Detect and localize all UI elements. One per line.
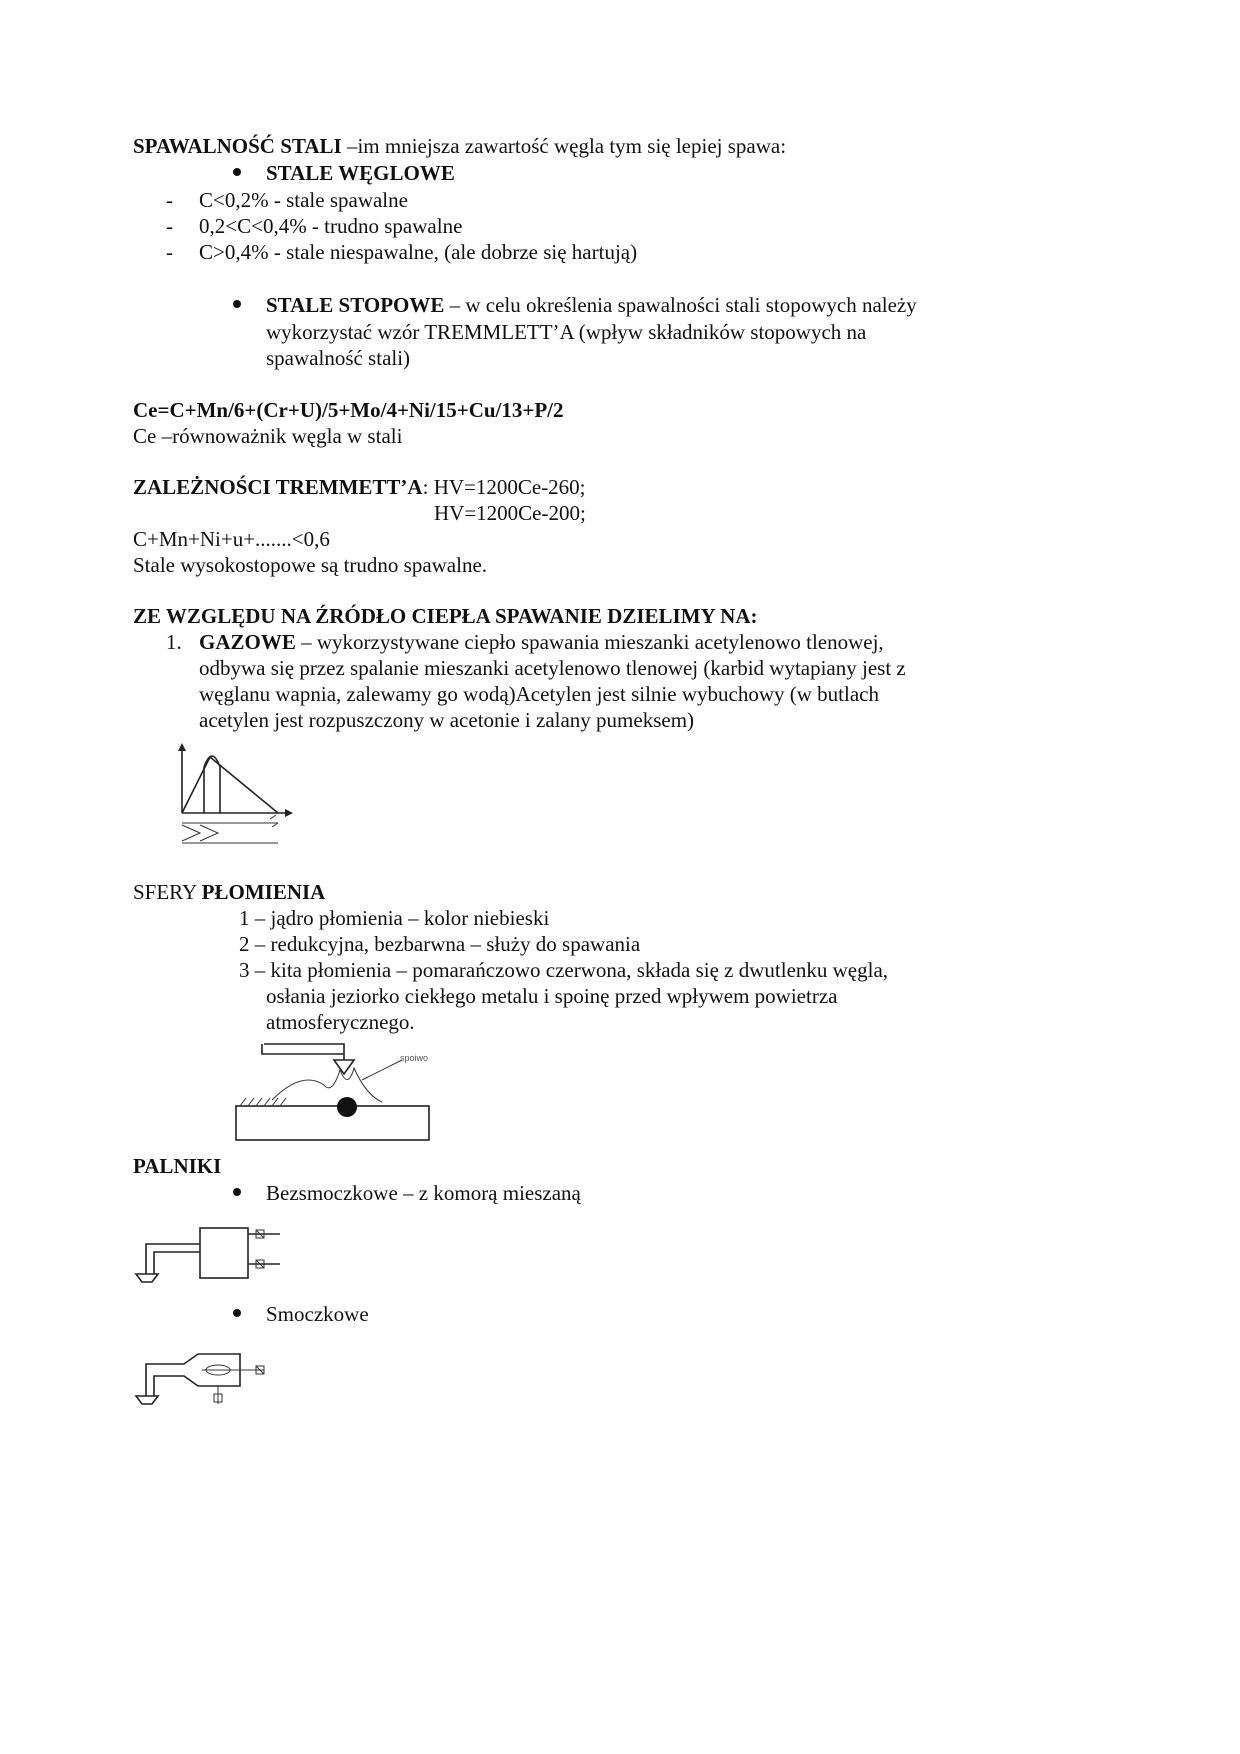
list-item: 0,2<C<0,4% - trudno spawalne [199, 214, 463, 238]
bullet-torch-type [233, 1309, 241, 1317]
nozzle-torch-diagram [132, 1346, 272, 1408]
tremmett-eq2: HV=1200Ce-200; [434, 501, 586, 525]
list-item: C<0,2% - stale spawalne [199, 188, 408, 212]
list-item: 3 – kita płomienia – pomarańczowo czerwona, składa się z dwutlenku węgla, [239, 958, 889, 982]
welding-flame-diagram [232, 1040, 432, 1142]
dash: - [166, 188, 173, 212]
tremmett-condition: C+Mn+Ni+u+.......<0,6 [133, 527, 330, 551]
list-item: 2 – redukcyjna, bezbarwna – służy do spawania [239, 932, 641, 956]
carbon-equivalent-formula: Ce=C+Mn/6+(Cr+U)/5+Mo/4+Ni/15+Cu/13+P/2 [133, 398, 564, 422]
formula-definition: Ce –równoważnik węgla w stali [133, 424, 403, 448]
flame-spheres-heading: SFERY PŁOMIENIA [133, 880, 326, 904]
bullet-carbon-steels [233, 168, 241, 176]
flame-temperature-diagram [160, 735, 300, 850]
gas-welding-paragraph: GAZOWE – wykorzystywane ciepło spawania mieszanki acetylenowo tlenowej, [199, 630, 884, 654]
carbon-steels-title: STALE WĘGLOWE [266, 161, 455, 185]
heat-source-heading: ZE WZGLĘDU NA ŹRÓDŁO CIEPŁA SPAWANIE DZIELIMY NA: [133, 604, 758, 628]
gas-welding-line-3: węglanu wapnia, zalewamy go wodą)Acetylen jest silnie wybuchowy (w butlach [199, 682, 879, 706]
list-item: C>0,4% - stale niespawalne, (ale dobrze się hartują) [199, 240, 638, 264]
alloy-steels-paragraph: STALE STOPOWE – w celu określenia spawalności stali stopowych należy [266, 293, 917, 317]
list-item-continuation: atmosferycznego. [266, 1010, 415, 1034]
list-item: 1 – jądro płomienia – kolor niebieski [239, 906, 550, 930]
diagram-label-filler: spoiwo [400, 1053, 429, 1063]
section-heading-weldability: SPAWALNOŚĆ STALI –im mniejsza zawartość węgla tym się lepiej spawa: [133, 134, 787, 158]
bullet-alloy-steels [233, 300, 241, 308]
torch-type: Bezsmoczkowe – z komorą mieszaną [266, 1181, 581, 1205]
gas-welding-line-2: odbywa się przez spalanie mieszanki acetylenowo tlenowej (karbid wytapiany jest z [199, 656, 906, 680]
alloy-steels-line-2: wykorzystać wzór TREMMLETT’A (wpływ składników stopowych na [266, 320, 867, 344]
dash: - [166, 214, 173, 238]
bullet-torch-type [233, 1188, 241, 1196]
tremmett-note: Stale wysokostopowe są trudno spawalne. [133, 553, 488, 577]
nozzleless-torch-diagram [132, 1222, 292, 1287]
tremmett-relations: ZALEŻNOŚCI TREMMETT’A: HV=1200Ce-260; [133, 475, 586, 499]
torch-type: Smoczkowe [266, 1302, 369, 1326]
list-item-continuation: osłania jeziorko ciekłego metalu i spoinę przed wpływem powietrza [266, 984, 838, 1008]
dash: - [166, 240, 173, 264]
alloy-steels-line-3: spawalność stali) [266, 346, 411, 370]
torches-heading: PALNIKI [133, 1154, 222, 1178]
list-number: 1. [166, 630, 182, 654]
gas-welding-line-4: acetylen jest rozpuszczony w acetonie i zalany pumeksem) [199, 708, 695, 732]
